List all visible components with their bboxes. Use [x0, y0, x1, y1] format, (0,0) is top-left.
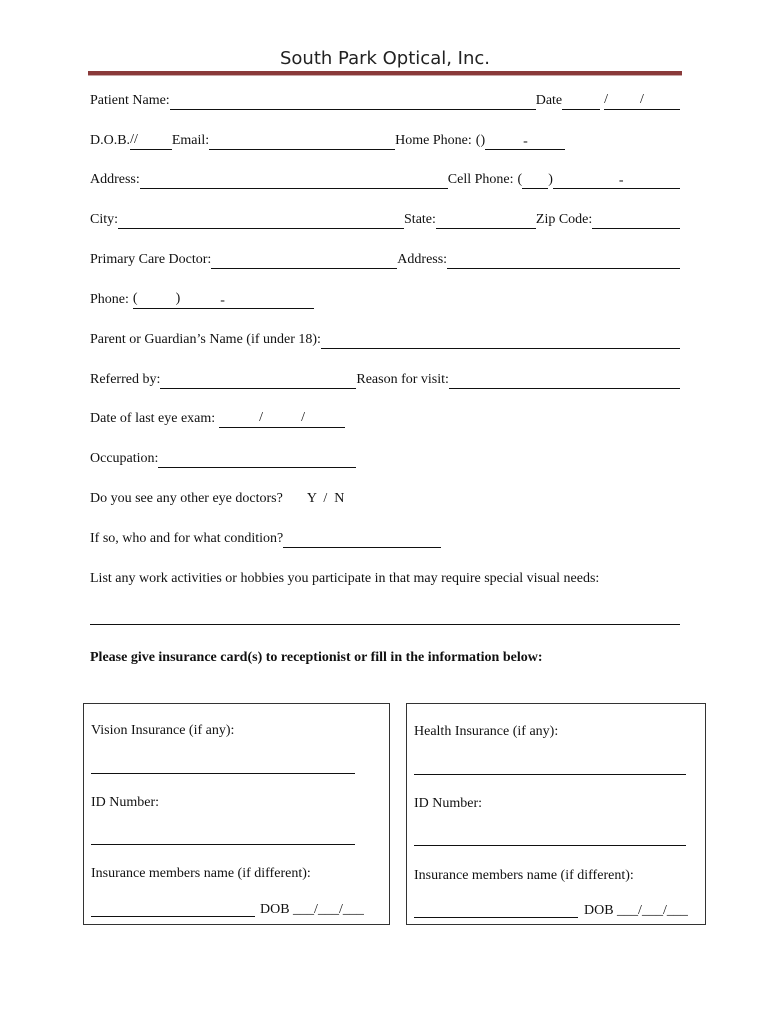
city-row: [90, 211, 680, 229]
vision-member-label: Insurance members name (if different):: [91, 866, 311, 881]
last-exam-label: Date of last eye exam:: [90, 411, 216, 426]
cell-phone-close: ): [548, 172, 553, 187]
address-field[interactable]: [140, 174, 448, 189]
health-member-label: Insurance members name (if different):: [414, 868, 634, 883]
phone-dash: -: [220, 293, 225, 308]
occupation-field[interactable]: [158, 453, 356, 468]
cell-phone-open: (: [517, 172, 523, 187]
health-dob[interactable]: DOB ___/___/___: [584, 903, 688, 918]
date-month-field[interactable]: [562, 95, 600, 110]
pcp-row: [90, 251, 680, 269]
page-title: South Park Optical, Inc.: [279, 48, 490, 69]
who-condition-field[interactable]: [283, 533, 441, 548]
address-row: [90, 171, 680, 189]
vision-insurance-field[interactable]: [91, 773, 355, 774]
cell-phone-dash: -: [618, 173, 624, 188]
state-field[interactable]: [436, 214, 536, 229]
city-label: City:: [90, 212, 119, 227]
vision-insurance-box: [83, 703, 390, 925]
occupation-label: Occupation:: [90, 451, 159, 466]
other-doctors-row: [90, 490, 680, 508]
zip-field[interactable]: [592, 214, 680, 229]
last-exam-month-field[interactable]: [219, 413, 259, 428]
referral-row: [90, 371, 680, 389]
last-exam-year-field[interactable]: [305, 413, 345, 428]
health-id-field[interactable]: [414, 845, 686, 846]
reason-field[interactable]: [449, 374, 680, 389]
health-insurance-heading: Health Insurance (if any):: [414, 724, 559, 739]
cell-phone-field[interactable]: [553, 174, 680, 189]
vision-insurance-heading: Vision Insurance (if any):: [91, 723, 235, 738]
insurance-instruction: Please give insurance card(s) to receptionist or fill in the information below:: [90, 650, 543, 665]
health-insurance-box: [406, 703, 706, 925]
pcp-field[interactable]: [211, 254, 397, 269]
other-doctors-choice[interactable]: Y / N: [306, 491, 345, 506]
phone-open: (: [133, 290, 138, 309]
vision-id-field[interactable]: [91, 844, 355, 845]
pcp-address-field[interactable]: [447, 254, 680, 269]
cell-phone-label: Cell Phone:: [447, 172, 514, 187]
last-exam-row: [90, 410, 680, 428]
dob-row: [90, 132, 680, 150]
title-divider: [88, 71, 682, 76]
patient-name-label: Patient Name:: [90, 93, 170, 108]
activities-row: [90, 570, 680, 588]
phone-area-field[interactable]: [138, 294, 176, 309]
date-year-field[interactable]: [644, 95, 680, 110]
pcp-address-label: Address:: [397, 252, 448, 267]
phone-close: ): [176, 290, 181, 309]
guardian-row: [90, 331, 680, 349]
vision-dob[interactable]: DOB ___/___/___: [260, 902, 364, 917]
activities-field[interactable]: [90, 624, 680, 625]
date-separator: /: [640, 91, 644, 110]
last-exam-separator: /: [259, 409, 263, 428]
dob-field[interactable]: //: [130, 131, 138, 150]
city-field[interactable]: [118, 214, 404, 229]
guardian-field[interactable]: [321, 334, 680, 349]
last-exam-separator: /: [301, 409, 305, 428]
who-condition-label: If so, who and for what condition?: [90, 531, 284, 546]
dob-label: D.O.B.: [90, 133, 131, 148]
date-label: Date: [535, 93, 563, 108]
vision-member-field[interactable]: [91, 916, 255, 917]
date-day-field[interactable]: [608, 95, 640, 110]
cell-phone-area-field[interactable]: [522, 174, 548, 189]
last-exam-day-field[interactable]: [263, 413, 301, 428]
home-phone-label: Home Phone:: [395, 133, 472, 148]
health-insurance-field[interactable]: [414, 774, 686, 775]
health-id-label: ID Number:: [414, 796, 483, 811]
home-phone-dash: -: [523, 134, 528, 149]
health-member-field[interactable]: [414, 917, 578, 918]
phone-field[interactable]: [180, 294, 314, 309]
other-doctors-label: Do you see any other eye doctors?: [90, 491, 283, 506]
reason-label: Reason for visit:: [356, 372, 449, 387]
phone-row: [90, 291, 680, 309]
patient-name-field[interactable]: [170, 95, 536, 110]
zip-label: Zip Code:: [535, 212, 593, 227]
email-label: Email:: [171, 133, 210, 148]
referred-field[interactable]: [160, 374, 356, 389]
who-condition-row: [90, 530, 680, 548]
occupation-row: [90, 450, 680, 468]
date-separator: /: [604, 91, 608, 110]
vision-id-label: ID Number:: [91, 795, 160, 810]
referred-label: Referred by:: [90, 372, 161, 387]
patient-name-row: [90, 92, 680, 110]
phone-label: Phone:: [90, 292, 129, 307]
home-phone-field[interactable]: [485, 135, 565, 150]
dob-year-field[interactable]: [138, 135, 172, 150]
state-label: State:: [404, 212, 436, 227]
home-phone-area[interactable]: (): [475, 133, 486, 148]
pcp-label: Primary Care Doctor:: [90, 252, 212, 267]
activities-label: List any work activities or hobbies you participate in that may require special visual needs:: [90, 571, 600, 586]
guardian-label: Parent or Guardian’s Name (if under 18):: [90, 332, 321, 347]
email-field[interactable]: [209, 135, 395, 150]
address-label: Address:: [90, 172, 140, 187]
